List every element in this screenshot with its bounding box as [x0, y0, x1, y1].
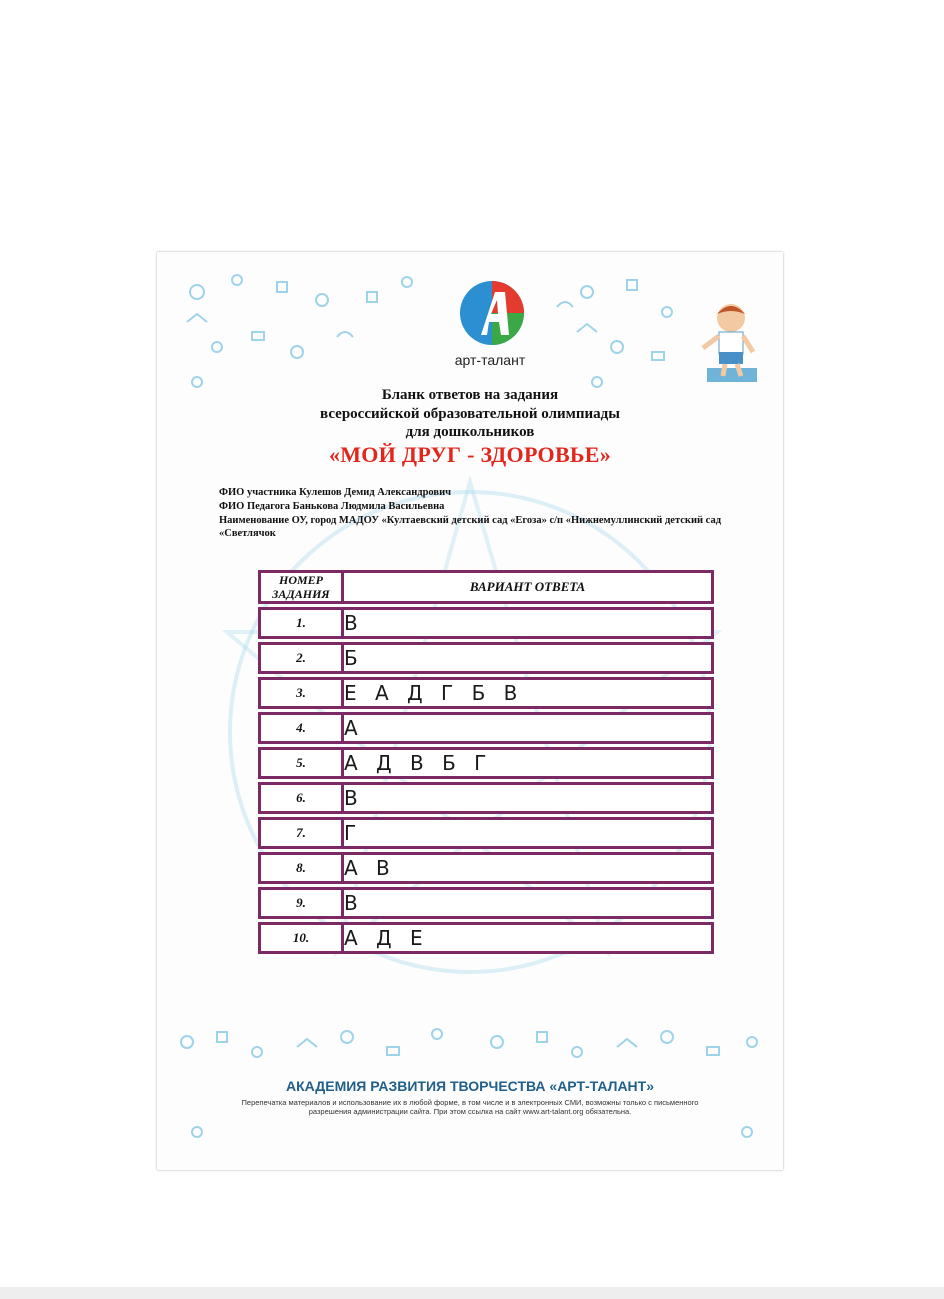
school-name: Наименование ОУ, город МАДОУ «Култаевский детский сад «Егоза» с/п «Нижнемуллинский детский сад «Светлячок	[219, 515, 722, 539]
header-task-number: НОМЕР ЗАДАНИЯ	[258, 570, 344, 604]
table-row	[258, 642, 714, 674]
table-row	[258, 782, 714, 814]
table-header-row	[258, 570, 714, 604]
task-number: 9.	[258, 887, 344, 919]
answer-cell: Г	[344, 817, 714, 849]
answer-cell: А	[344, 712, 714, 744]
table-row	[258, 922, 714, 954]
answer-cell: А Д В Б Г	[344, 747, 714, 779]
table-row	[258, 607, 714, 639]
task-number: 10.	[258, 922, 344, 954]
footer-copyright-note: Перепечатка материалов и использование их в любой форме, в том числе и в электронных СМИ, возможны только с письменного разрешения администрации сайта. При этом ссылка на сайт www.art-talant.org обязательна.	[241, 1098, 699, 1116]
table-row	[258, 852, 714, 884]
task-number: 4.	[258, 712, 344, 744]
task-number: 8.	[258, 852, 344, 884]
scan-edge	[0, 1287, 944, 1299]
header-answer-variant: ВАРИАНТ ОТВЕТА	[344, 570, 714, 604]
task-number: 5.	[258, 747, 344, 779]
answer-cell: А Д Е	[344, 922, 714, 954]
answer-cell: В	[344, 782, 714, 814]
participant-name: ФИО участника Кулешов Демид Александрович	[219, 487, 452, 498]
header-line-2: всероссийской образовательной олимпиады	[320, 406, 620, 422]
table-row	[258, 887, 714, 919]
table-row	[258, 677, 714, 709]
task-number: 1.	[258, 607, 344, 639]
task-number: 2.	[258, 642, 344, 674]
answer-cell: А В	[344, 852, 714, 884]
answer-cell: В	[344, 887, 714, 919]
answer-cell: Б	[344, 642, 714, 674]
teacher-name: ФИО Педагога Банькова Людмила Васильевна	[219, 501, 445, 512]
answer-cell: Е А Д Г Б В	[344, 677, 714, 709]
brand-name: арт-талант	[454, 352, 526, 368]
table-row	[258, 817, 714, 849]
task-number: 7.	[258, 817, 344, 849]
art-talant-logo	[459, 280, 525, 346]
answers-table	[258, 567, 714, 957]
answer-sheet	[157, 252, 783, 1170]
olympiad-title: «МОЙ ДРУГ - ЗДОРОВЬЕ»	[328, 442, 612, 467]
task-number: 3.	[258, 677, 344, 709]
table-row	[258, 747, 714, 779]
answer-cell: В	[344, 607, 714, 639]
task-number: 6.	[258, 782, 344, 814]
header-line-1: Бланк ответов на задания	[381, 387, 559, 403]
header-line-3: для дошкольников	[405, 424, 535, 440]
footer-title: АКАДЕМИЯ РАЗВИТИЯ ТВОРЧЕСТВА «АРТ-ТАЛАНТ»	[285, 1078, 655, 1094]
boy-illustration	[697, 296, 763, 388]
table-row	[258, 712, 714, 744]
